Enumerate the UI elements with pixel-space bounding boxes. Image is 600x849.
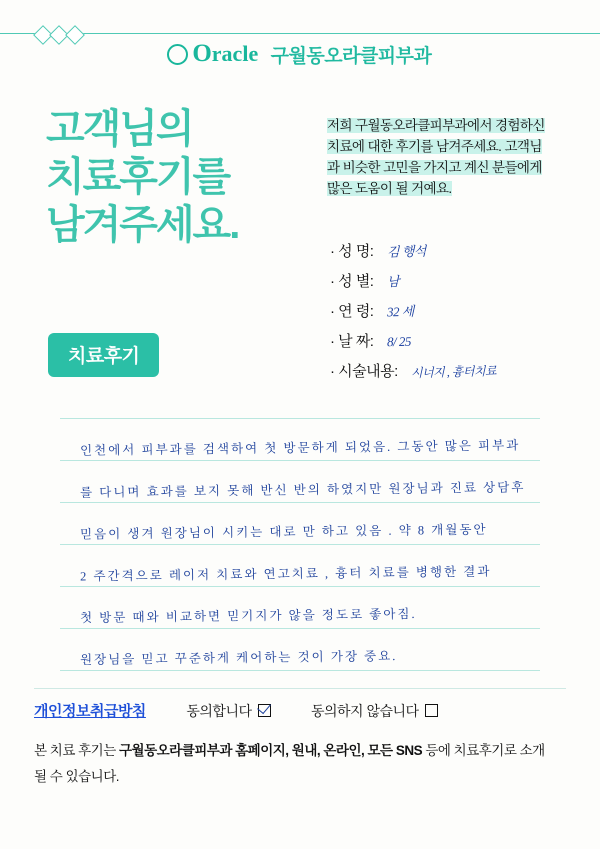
field-age-label: · 연 령: (330, 303, 374, 320)
review-line: 첫 방문 때와 비교하면 믿기지가 않을 정도로 좋아짐. (79, 606, 417, 626)
clinic-name: 구월동오라클피부과 (270, 45, 432, 67)
field-treatment-label: · 시술내용: (330, 363, 398, 380)
review-line: 를 다니며 효과를 보지 못해 반신 반의 하였지만 원장님과 진료 상담후 (79, 480, 526, 500)
review-line: 믿음이 생겨 원장님이 시키는 대로 만 하고 있음 . 약 8 개월동안 (79, 522, 488, 542)
field-treatment (330, 360, 580, 390)
disagree-option[interactable] (311, 701, 438, 721)
field-name-label: · 성 명: (330, 243, 374, 260)
field-date-label: · 날 짜: (330, 333, 374, 350)
status-badge: 치료후기 (48, 333, 159, 377)
headline-line-3: 남겨주세요. (46, 203, 239, 247)
writing-rule (60, 460, 540, 461)
oracle-logo-icon: O (169, 40, 211, 68)
writing-rule (60, 628, 540, 629)
review-line: 2 주간격으로 레이저 치료와 연고치료 , 흉터 치료를 병행한 결과 (79, 564, 492, 584)
logo-ring-icon (167, 44, 188, 65)
headline-line-2: 치료후기를 (46, 155, 230, 199)
intro-text: 저희 구월동오라클피부과에서 경험하신 치료에 대한 후기를 남겨주세요. 고객님과 비슷한 고민을 가지고 계신 분들에게 많은 도움이 될 거예요. (327, 118, 545, 196)
section-divider (34, 688, 566, 689)
decorative-top-rule (0, 26, 600, 40)
field-age (330, 300, 580, 330)
writing-rule (60, 670, 540, 671)
field-treatment-value[interactable]: 시너지 , 흉터치료 (411, 363, 497, 381)
disagree-label: 동의하지 않습니다 (310, 703, 419, 719)
review-line: 인천에서 피부과를 검색하여 첫 방문하게 되었음. 그동안 많은 피부과 (79, 438, 521, 458)
writing-rule (60, 544, 540, 545)
writing-rule (60, 418, 540, 419)
disclaimer-post: 등에 치료후기로 소개 될 수 있습니다. (34, 743, 545, 784)
privacy-section (34, 700, 566, 721)
clinic-header (0, 40, 600, 68)
review-writing-area[interactable] (60, 418, 540, 678)
review-line: 원장님을 믿고 꾸준하게 케어하는 것이 가장 중요. (79, 649, 398, 667)
headline-line-1: 고객님의 (46, 107, 193, 151)
agree-option[interactable] (186, 701, 270, 721)
field-name (330, 240, 580, 270)
writing-rule (60, 502, 540, 503)
field-name-value[interactable]: 김 행석 (386, 243, 427, 260)
field-date (330, 330, 580, 360)
agree-label: 동의합니다 (186, 703, 252, 719)
disagree-checkbox[interactable] (425, 704, 438, 717)
intro-paragraph (327, 115, 549, 199)
page-title (46, 105, 336, 249)
writing-rule (60, 586, 540, 587)
logo-wordmark: racle (211, 41, 259, 66)
customer-fields (330, 240, 580, 390)
rule-line (0, 33, 600, 34)
field-date-value[interactable]: 8/ 25 (386, 333, 412, 350)
field-gender-label: · 성 별: (330, 273, 374, 290)
disclaimer-bold: 구월동오라클피부과 홈페이지, 원내, 온라인, 모든 SNS (119, 743, 423, 758)
agree-checkbox[interactable] (258, 704, 271, 717)
field-gender (330, 270, 580, 300)
field-age-value[interactable]: 32 세 (386, 303, 415, 320)
privacy-policy-link[interactable]: 개인정보취급방침 (34, 703, 146, 720)
disclaimer-pre: 본 치료 후기는 (34, 743, 119, 758)
disclaimer-text (34, 738, 554, 790)
field-gender-value[interactable]: 남 (386, 273, 400, 290)
